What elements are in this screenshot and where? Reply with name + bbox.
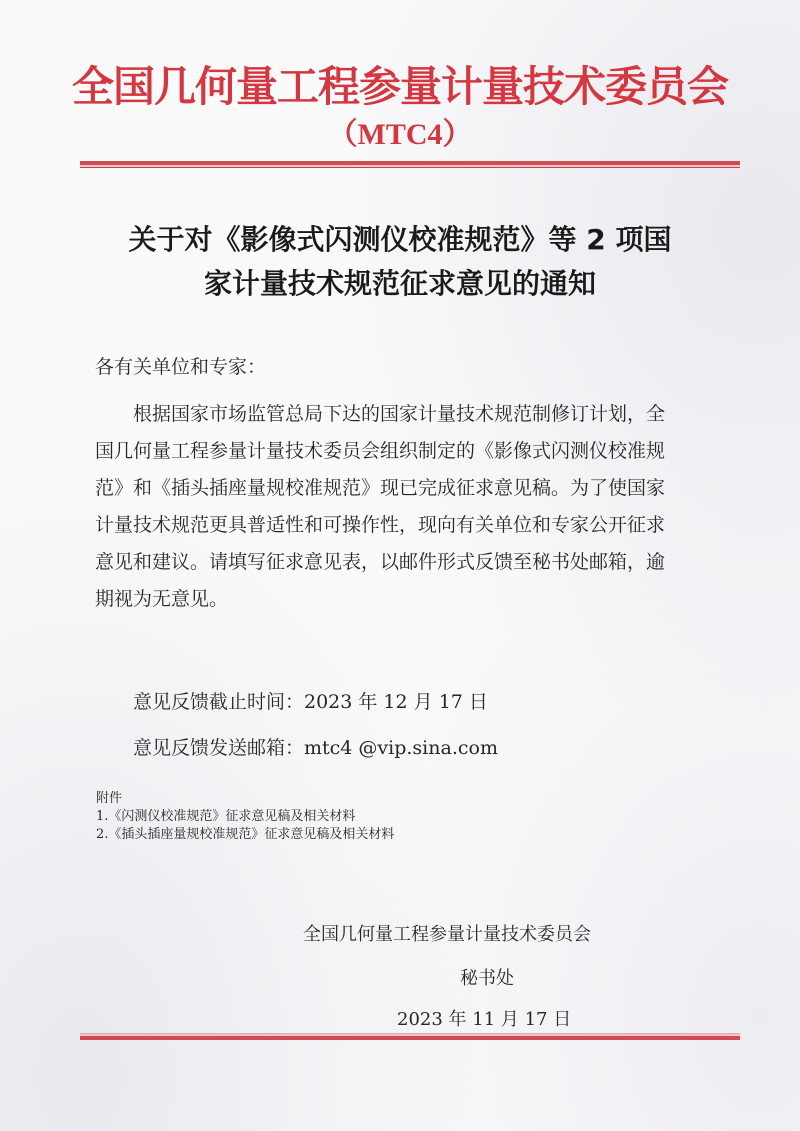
notice-title-line2: 家计量技术规范征求意见的通知 (203, 267, 596, 300)
deadline-line: 意见反馈截止时间：2023 年 12 月 17 日 (133, 691, 488, 713)
signature-organization: 全国几何量工程参量计量技术委员会 (303, 924, 591, 945)
footer-rule (80, 1033, 740, 1040)
signature-department: 秘书处 (460, 968, 514, 989)
notice-title-line1: 关于对《影像式闪测仪校准规范》等 2 项国 (128, 223, 672, 256)
signature-date: 2023 年 11 月 17 日 (397, 1009, 572, 1030)
attachment-item: 1.《闪测仪校准规范》征求意见稿及相关材料 (96, 809, 356, 824)
letterhead-code: （MTC4） (327, 118, 473, 151)
letterhead-organization: 全国几何量工程参量计量技术委员会 (71, 62, 728, 111)
attachment-item: 2.《插头插座量规校准规范》征求意见稿及相关材料 (96, 827, 395, 842)
body-paragraph: 根据国家市场监管总局下达的国家计量技术规范制修订计划，全国几何量工程参量计量技术委员会组织制定的《影像式闪测仪校准规范》和《插头插座量规校准规范》现已完成征求意见稿。为了使国家计量技术规范更具普适性和可操作性，现向有关单位和专家公开征求意见和建议。请填写征求意见表，以邮件形式反馈至秘书处邮箱，逾期视为无意见。 (95, 403, 666, 610)
email-line: 意见反馈发送邮箱：mtc4 @vip.sina.com (133, 737, 498, 759)
salutation: 各有关单位和专家： (95, 356, 267, 378)
attachments-label: 附件 (96, 791, 123, 806)
letterhead-rule (80, 161, 740, 168)
